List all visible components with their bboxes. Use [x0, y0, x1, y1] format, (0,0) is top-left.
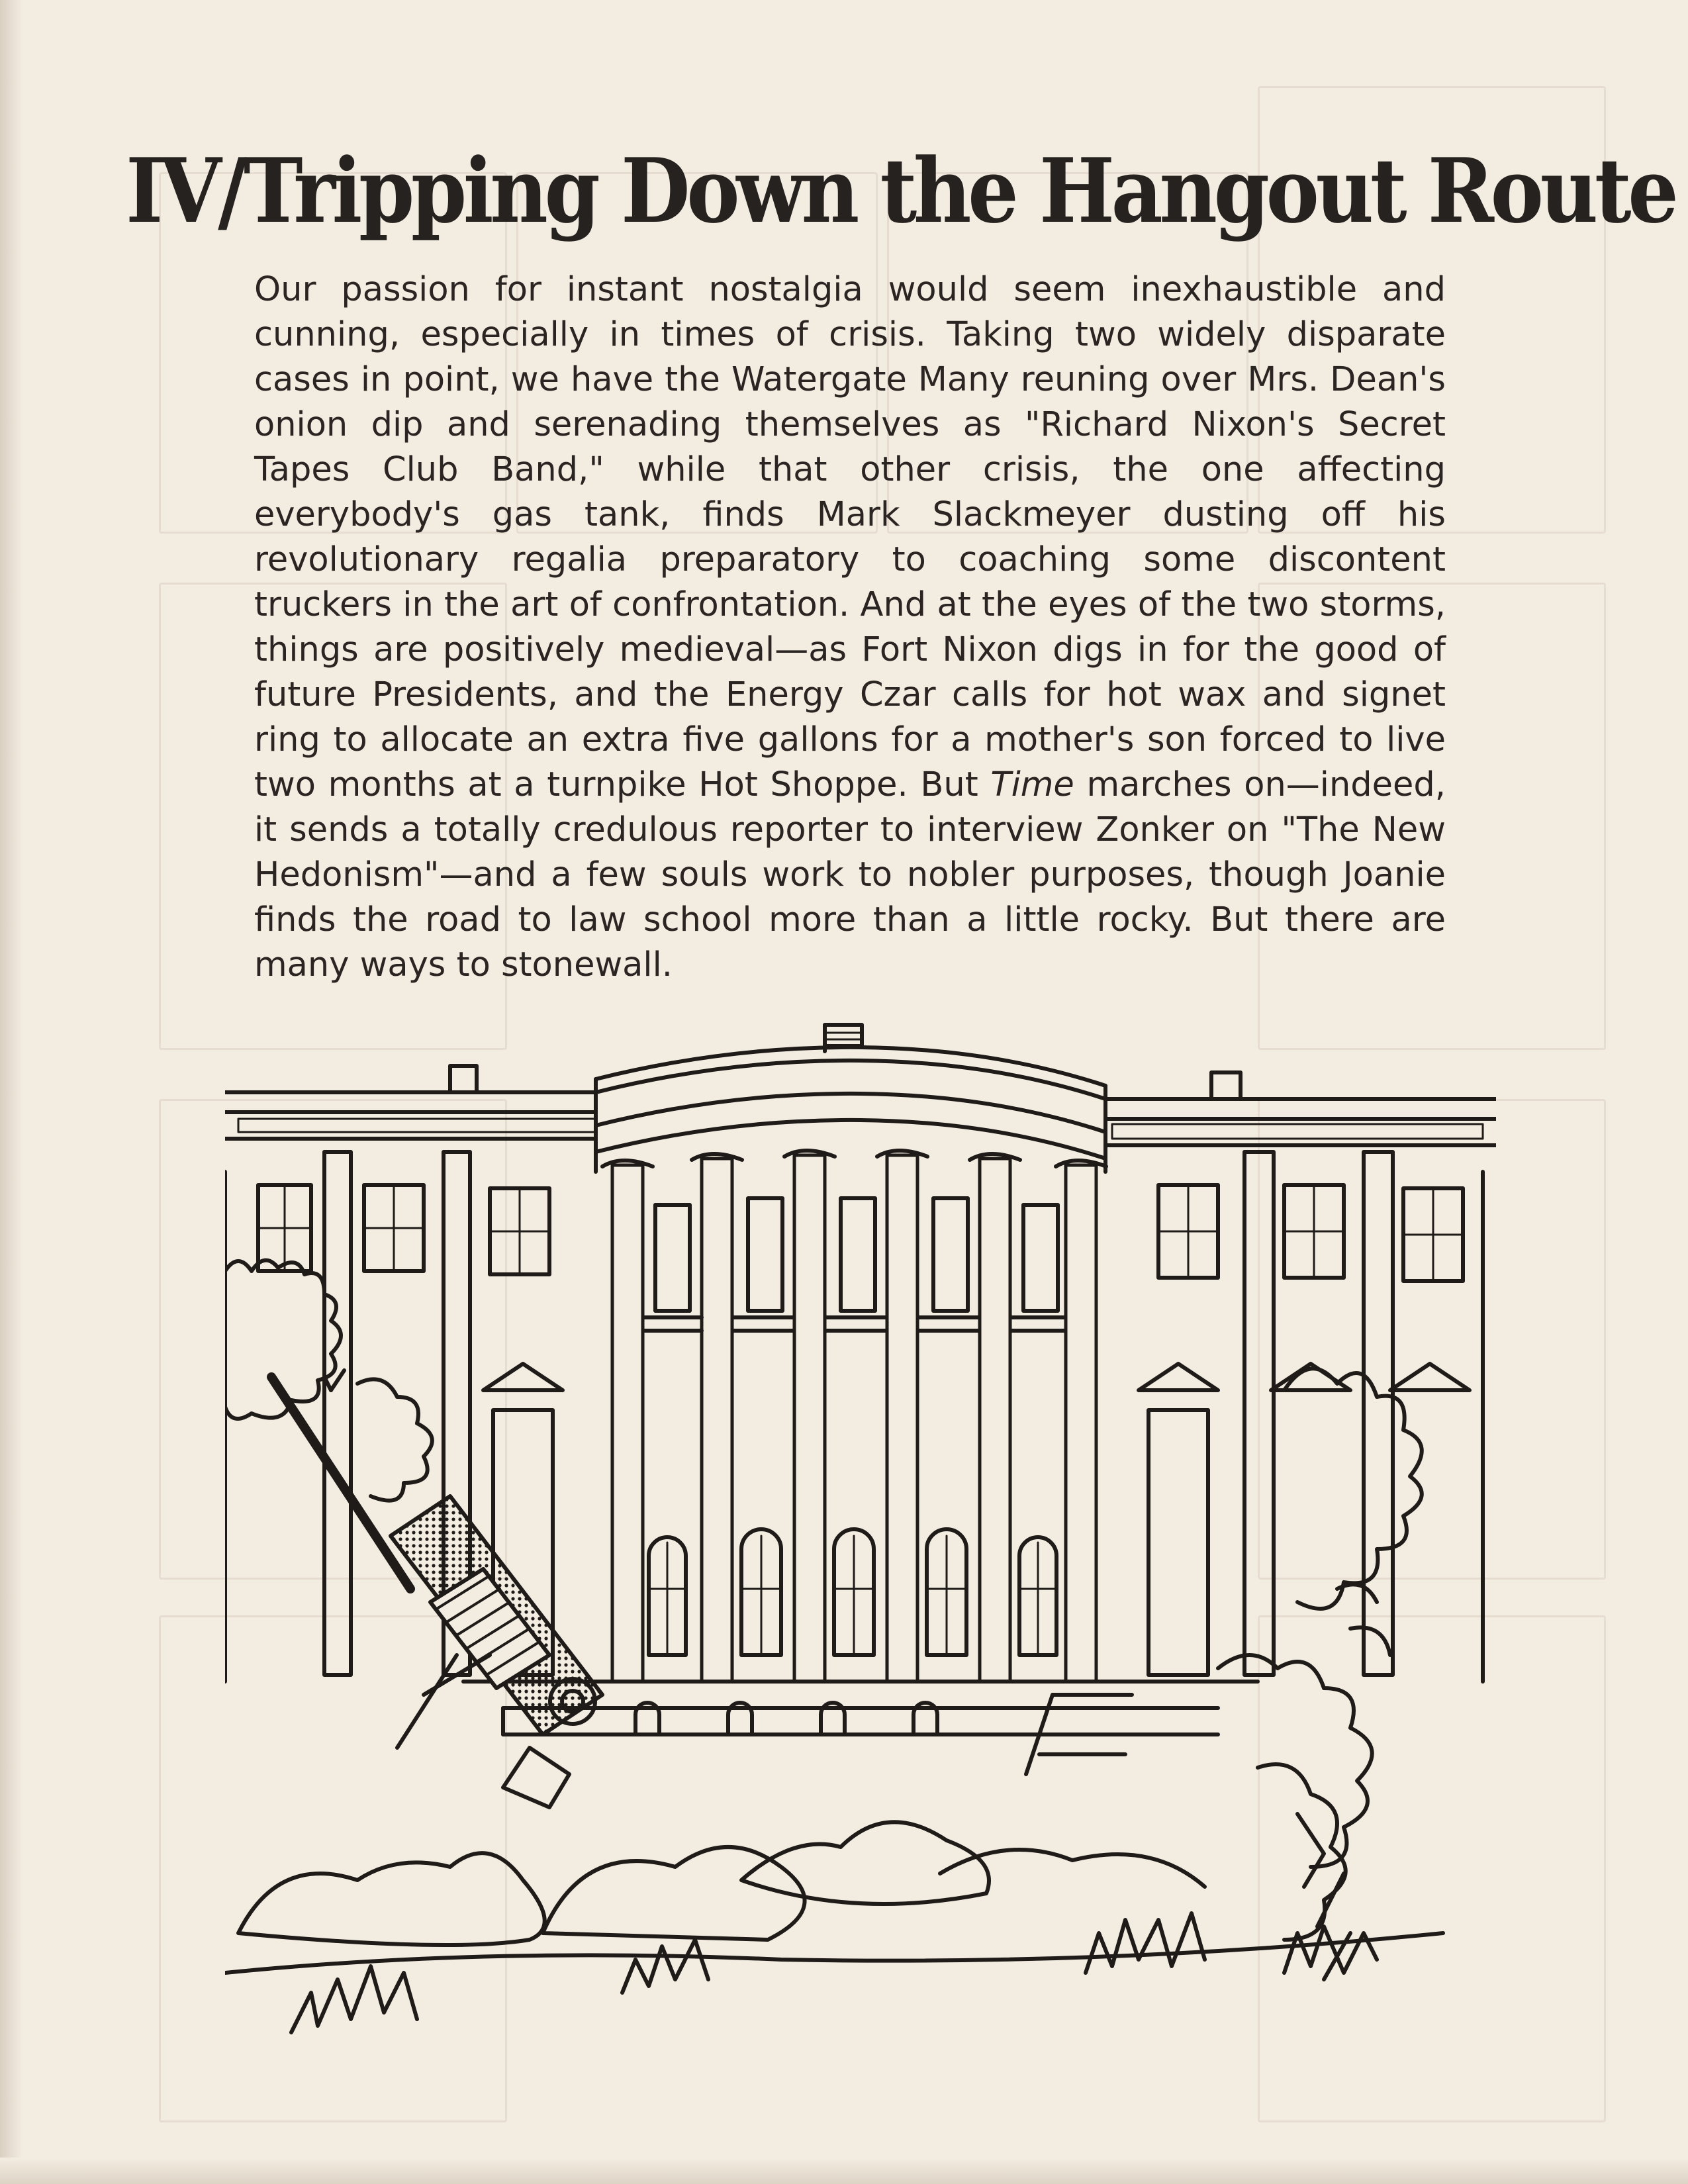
- intro-text-part-1: Our passion for instant nostalgia would seem inexhaustible and cunning, especially in times of crisis. Taking two widely disparate cases in point, we have the Watergate Many reuning over Mrs. Dean's onion dip and serenading themselves as "Richard Nixon's Secret Tapes Club Band," while that other crisis, the one affecting everybody's gas tank, finds Mark Slackmeyer dusting off his revolutionary regalia preparatory to coaching some discontent truckers in the art of confrontation. And at the eyes of the two storms, things are positively medieval—as Fort Nixon digs in for the good of future Presidents, and the Energy Czar calls for hot wax and signet ring to allocate an extra five gallons for a mother's son forced to live two months at a turnpike Hot Shoppe. But: [254, 270, 1446, 804]
- right-wing: [1105, 1072, 1496, 1682]
- white-house-illustration: [225, 1020, 1496, 2105]
- ground: [225, 1822, 1443, 2032]
- chapter-title: IV/Tripping Down the Hangout Route: [126, 138, 1675, 243]
- page-edge-shadow: [0, 0, 23, 2184]
- intro-text-part-2: marches on—indeed, it sends a totally credulous reporter to interview Zonker on "The New Hedonism"—and a few souls work to nobler purposes, though Joanie finds the road to law school more than a little rocky. But there are many ways to stonewall.: [254, 765, 1446, 984]
- intro-italic-word: Time: [990, 765, 1074, 804]
- intro-paragraph: [254, 267, 1446, 988]
- central-portico: [596, 1047, 1106, 1682]
- page-bottom-shadow: [0, 2158, 1688, 2184]
